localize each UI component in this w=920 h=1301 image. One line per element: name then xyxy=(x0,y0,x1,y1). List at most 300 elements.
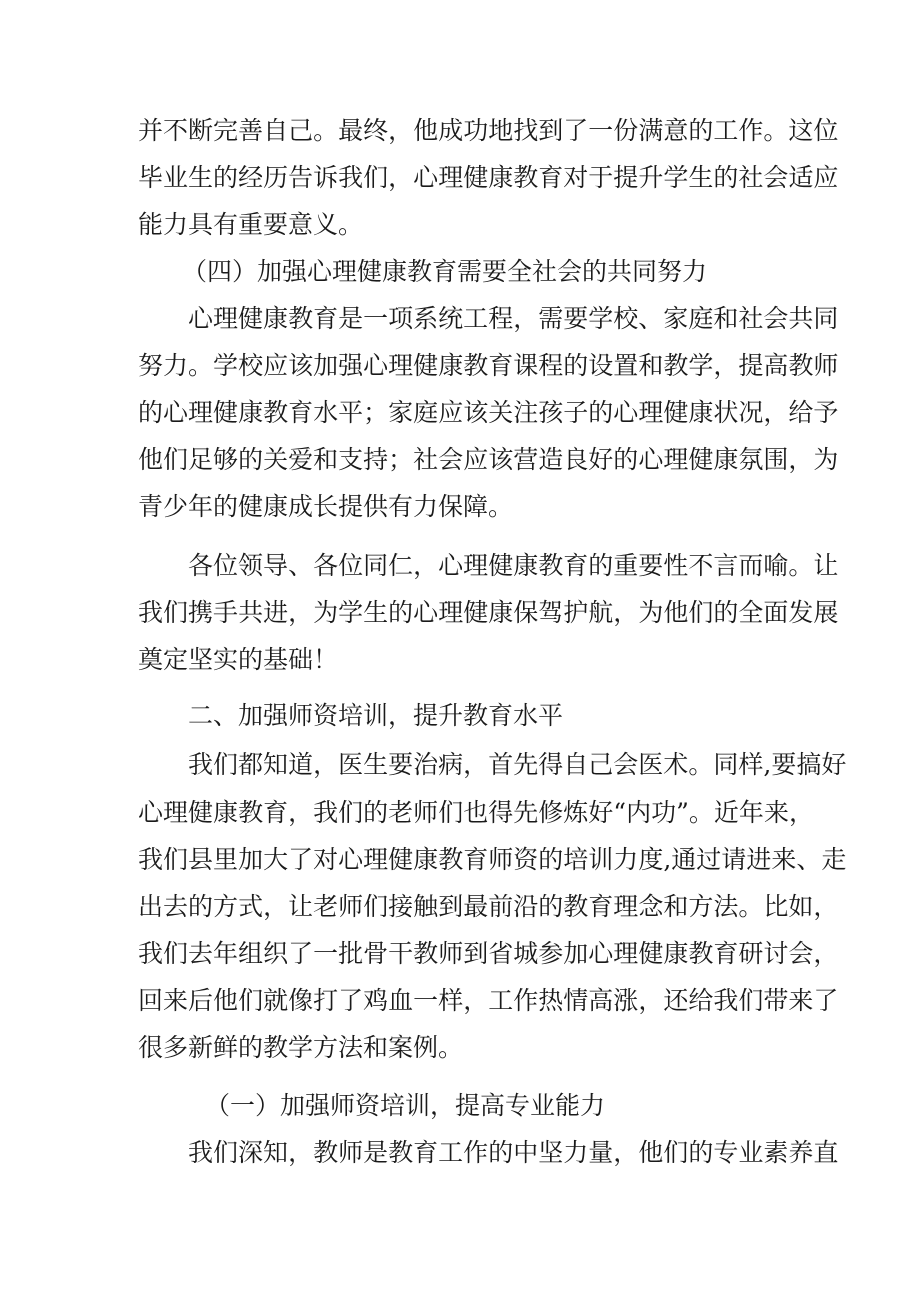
glyph: 而 xyxy=(738,551,764,580)
glyph: 氛 xyxy=(738,445,764,474)
glyph: , xyxy=(763,750,772,779)
glyph: ， xyxy=(288,598,314,627)
glyph: 的 xyxy=(588,398,614,427)
glyph: 接 xyxy=(388,892,414,921)
glyph: 织 xyxy=(263,939,289,968)
glyph: 驾 xyxy=(538,598,564,627)
glyph: 持 xyxy=(363,445,389,474)
glyph: 康 xyxy=(238,398,264,427)
glyph: 项 xyxy=(388,304,414,333)
paragraph-4-line xyxy=(138,840,847,880)
glyph: 也 xyxy=(463,798,489,827)
glyph: 老 xyxy=(313,892,339,921)
glyph: 置 xyxy=(613,351,639,380)
glyph: 育 xyxy=(538,163,564,192)
glyph: 该 xyxy=(463,398,489,427)
glyph: 康 xyxy=(663,939,689,968)
glyph: 注 xyxy=(513,398,539,427)
glyph: 样 xyxy=(738,750,764,779)
glyph: 首 xyxy=(488,750,514,779)
glyph: 的 xyxy=(613,445,639,474)
glyph: 深 xyxy=(238,1138,264,1167)
glyph: 一 xyxy=(588,116,614,145)
glyph: 言 xyxy=(713,551,739,580)
glyph: 了 xyxy=(813,986,839,1015)
glyph: 。 xyxy=(738,892,764,921)
glyph: 生 xyxy=(188,163,214,192)
glyph: 好 xyxy=(821,750,847,779)
glyph: 们 xyxy=(213,1138,239,1167)
glyph: 教 xyxy=(413,939,439,968)
glyph: 的 xyxy=(713,163,739,192)
glyph: 道 xyxy=(288,750,314,779)
glyph: 了 xyxy=(288,939,314,968)
glyph: 师 xyxy=(488,845,514,874)
glyph: 会 xyxy=(763,304,789,333)
glyph: ， xyxy=(813,939,839,968)
glyph: 方 xyxy=(213,892,239,921)
glyph: 们 xyxy=(338,798,364,827)
glyph: 教 xyxy=(463,351,489,380)
glyph: 加 xyxy=(313,351,339,380)
glyph: 通 xyxy=(671,845,697,874)
glyph: 搞 xyxy=(796,750,822,779)
glyph: 一 xyxy=(313,939,339,968)
glyph: 地 xyxy=(488,116,514,145)
glyph: 这 xyxy=(788,116,814,145)
glyph: 的 xyxy=(538,892,564,921)
paragraph-1-line xyxy=(138,111,839,151)
glyph: 直 xyxy=(813,1138,839,1167)
glyph: 好 xyxy=(588,445,614,474)
glyph: 们 xyxy=(688,598,714,627)
glyph: 校 xyxy=(613,304,639,333)
glyph: 进 xyxy=(746,845,772,874)
glyph: 近 xyxy=(713,798,739,827)
glyph: 高 xyxy=(763,351,789,380)
glyph: 资 xyxy=(513,845,539,874)
glyph: 历 xyxy=(263,163,289,192)
glyph: 理 xyxy=(388,351,414,380)
glyph: 成 xyxy=(438,116,464,145)
glyph: 先 xyxy=(513,750,539,779)
glyph: 良 xyxy=(563,445,589,474)
glyph: 的 xyxy=(138,398,164,427)
glyph: 应 xyxy=(463,445,489,474)
glyph: 知 xyxy=(263,1138,289,1167)
glyph: 理 xyxy=(663,445,689,474)
glyph: 不 xyxy=(688,551,714,580)
glyph: 教 xyxy=(688,939,714,968)
glyph: 好 xyxy=(588,798,614,827)
glyph: 育 xyxy=(488,351,514,380)
glyph: 和 xyxy=(663,892,689,921)
glyph: 学 xyxy=(588,304,614,333)
glyph: 让 xyxy=(288,892,314,921)
glyph: 们 xyxy=(238,986,264,1015)
glyph: 终 xyxy=(363,116,389,145)
glyph: 心 xyxy=(638,445,664,474)
glyph: ， xyxy=(638,986,664,1015)
glyph: 式 xyxy=(238,892,264,921)
glyph: 子 xyxy=(563,398,589,427)
glyph: 作 xyxy=(513,986,539,1015)
glyph: 康 xyxy=(213,798,239,827)
glyph: 里 xyxy=(213,845,239,874)
glyph: 强 xyxy=(338,351,364,380)
glyph: 完 xyxy=(213,116,239,145)
paragraph-4-line xyxy=(188,745,847,785)
glyph: 关 xyxy=(263,445,289,474)
glyph: 的 xyxy=(688,116,714,145)
glyph: 程 xyxy=(488,304,514,333)
glyph: ， xyxy=(463,986,489,1015)
glyph: 来 xyxy=(788,986,814,1015)
glyph: 给 xyxy=(688,986,714,1015)
glyph: 医 xyxy=(638,750,664,779)
glyph: 各 xyxy=(313,551,339,580)
glyph: 找 xyxy=(513,116,539,145)
glyph: 统 xyxy=(438,304,464,333)
glyph: 全 xyxy=(738,598,764,627)
glyph: 庭 xyxy=(413,398,439,427)
glyph: 生 xyxy=(688,163,714,192)
glyph: 教 xyxy=(313,1138,339,1167)
glyph: 教 xyxy=(388,1138,414,1167)
glyph: 各 xyxy=(188,551,214,580)
glyph: 工 xyxy=(713,116,739,145)
glyph: 干 xyxy=(388,939,414,968)
glyph: 心 xyxy=(613,398,639,427)
glyph: 骨 xyxy=(363,939,389,968)
glyph: 修 xyxy=(538,798,564,827)
glyph: 于 xyxy=(588,163,614,192)
glyph: 作 xyxy=(738,116,764,145)
glyph: 的 xyxy=(488,1138,514,1167)
glyph: ， xyxy=(713,351,739,380)
glyph: 让 xyxy=(813,551,839,580)
glyph: 如 xyxy=(788,892,814,921)
glyph: ； xyxy=(363,398,389,427)
glyph: 中 xyxy=(513,1138,539,1167)
glyph: 水 xyxy=(313,398,339,427)
glyph: 他 xyxy=(138,445,164,474)
glyph: 理 xyxy=(438,163,464,192)
glyph: 的 xyxy=(563,351,589,380)
glyph: 了 xyxy=(288,845,314,874)
glyph: 该 xyxy=(288,351,314,380)
glyph: 我 xyxy=(713,986,739,1015)
glyph: 为 xyxy=(638,598,664,627)
glyph: 和 xyxy=(313,445,339,474)
glyph: 系 xyxy=(413,304,439,333)
glyph: 会 xyxy=(788,939,814,968)
glyph: 的 xyxy=(363,798,389,827)
paragraph-3-line xyxy=(188,546,839,586)
glyph: 要 xyxy=(771,750,797,779)
glyph: 健 xyxy=(388,845,414,874)
glyph: 师 xyxy=(813,351,839,380)
glyph: 不 xyxy=(163,116,189,145)
glyph: 提 xyxy=(613,163,639,192)
paragraph-2-line xyxy=(138,440,839,480)
glyph: 共 xyxy=(238,598,264,627)
glyph: 专 xyxy=(713,1138,739,1167)
glyph: 到 xyxy=(463,939,489,968)
glyph: 己 xyxy=(288,116,314,145)
paragraph-2-line xyxy=(138,393,839,433)
glyph: 断 xyxy=(188,116,214,145)
glyph: 孩 xyxy=(538,398,564,427)
glyph: 需 xyxy=(538,304,564,333)
glyph: 力 xyxy=(563,1138,589,1167)
glyph: 仁 xyxy=(388,551,414,580)
glyph: 。 xyxy=(763,116,789,145)
glyph: ， xyxy=(513,304,539,333)
glyph: ， xyxy=(263,892,289,921)
glyph: 训 xyxy=(588,845,614,874)
glyph: 同 xyxy=(813,304,839,333)
glyph: 心 xyxy=(413,598,439,627)
glyph: 到 xyxy=(538,116,564,145)
glyph: 高 xyxy=(588,986,614,1015)
glyph: 庭 xyxy=(688,304,714,333)
glyph: 理 xyxy=(613,939,639,968)
glyph: 沿 xyxy=(513,892,539,921)
glyph: 育 xyxy=(313,304,339,333)
glyph: 应 xyxy=(438,398,464,427)
glyph: 性 xyxy=(663,551,689,580)
glyph: 学 xyxy=(663,163,689,192)
glyph: 提 xyxy=(738,351,764,380)
glyph: 理 xyxy=(188,398,214,427)
glyph: 比 xyxy=(763,892,789,921)
glyph: 法 xyxy=(713,892,739,921)
section-2-title: 二、加强师资培训，提升教育水平 xyxy=(188,701,564,730)
glyph: 带 xyxy=(763,986,789,1015)
glyph: 度 xyxy=(638,845,664,874)
glyph: 展 xyxy=(813,598,839,627)
paragraph-2-line: 青少年的健康成长提供有力保障。 xyxy=(138,492,514,521)
glyph: 家 xyxy=(388,398,414,427)
glyph: 得 xyxy=(488,798,514,827)
glyph: 对 xyxy=(313,845,339,874)
glyph: 育 xyxy=(588,892,614,921)
glyph: 足 xyxy=(188,445,214,474)
glyph: 关 xyxy=(488,398,514,427)
glyph: 他 xyxy=(663,598,689,627)
glyph: 会 xyxy=(763,163,789,192)
paragraph-2-line xyxy=(138,346,839,386)
glyph: 师 xyxy=(338,892,364,921)
glyph: 炼 xyxy=(563,798,589,827)
glyph: 社 xyxy=(413,445,439,474)
glyph: 对 xyxy=(563,163,589,192)
glyph: 们 xyxy=(213,750,239,779)
glyph: 们 xyxy=(163,845,189,874)
glyph: ， xyxy=(388,163,414,192)
glyph: 城 xyxy=(513,939,539,968)
glyph: 。 xyxy=(788,551,814,580)
glyph: ， xyxy=(613,598,639,627)
glyph: 理 xyxy=(363,845,389,874)
glyph: 坚 xyxy=(538,1138,564,1167)
glyph: 重 xyxy=(613,551,639,580)
glyph: 为 xyxy=(813,445,839,474)
glyph: 予 xyxy=(813,398,839,427)
glyph: 教 xyxy=(563,892,589,921)
glyph: 内 xyxy=(626,798,652,827)
glyph: 参 xyxy=(538,939,564,968)
glyph: 组 xyxy=(238,939,264,968)
glyph: 要 xyxy=(638,551,664,580)
glyph: 是 xyxy=(338,304,364,333)
glyph: 过 xyxy=(696,845,722,874)
glyph: 健 xyxy=(638,939,664,968)
glyph: 育 xyxy=(263,798,289,827)
glyph: 康 xyxy=(413,845,439,874)
glyph: 份 xyxy=(613,116,639,145)
glyph: 教 xyxy=(263,398,289,427)
glyph: 自 xyxy=(263,116,289,145)
glyph: 校 xyxy=(238,351,264,380)
subheading-4: （四）加强心理健康教育需要全社会的共同努力 xyxy=(182,257,708,286)
glyph: 都 xyxy=(238,750,264,779)
glyph: 理 xyxy=(638,398,664,427)
glyph: 健 xyxy=(238,304,264,333)
glyph: 回 xyxy=(138,986,164,1015)
paragraph-3-line xyxy=(138,593,839,633)
paragraph-1-line: 能力具有重要意义。 xyxy=(138,210,364,239)
glyph: 功 xyxy=(463,116,489,145)
glyph: 要 xyxy=(563,304,589,333)
glyph: 健 xyxy=(663,398,689,427)
glyph: 、 xyxy=(288,551,314,580)
glyph: 省 xyxy=(488,939,514,968)
glyph: 他 xyxy=(413,116,439,145)
glyph: 健 xyxy=(213,398,239,427)
glyph: 状 xyxy=(713,398,739,427)
glyph: 况 xyxy=(738,398,764,427)
glyph: 后 xyxy=(188,986,214,1015)
glyph: 力 xyxy=(613,845,639,874)
glyph: 爱 xyxy=(288,445,314,474)
glyph: 程 xyxy=(538,351,564,380)
glyph: 了 xyxy=(338,986,364,1015)
glyph: 心 xyxy=(138,798,164,827)
glyph: 力 xyxy=(163,351,189,380)
glyph: 和 xyxy=(638,351,664,380)
glyph: 工 xyxy=(488,986,514,1015)
glyph: 康 xyxy=(263,304,289,333)
glyph: 他 xyxy=(213,986,239,1015)
glyph: 的 xyxy=(238,445,264,474)
glyph: ， xyxy=(763,398,789,427)
glyph: 育 xyxy=(288,398,314,427)
glyph: 。 xyxy=(688,750,714,779)
glyph: 经 xyxy=(238,163,264,192)
glyph: 们 xyxy=(663,1138,689,1167)
glyph: 康 xyxy=(488,598,514,627)
glyph: 、 xyxy=(796,845,822,874)
glyph: 们 xyxy=(163,445,189,474)
glyph: 来 xyxy=(163,986,189,1015)
glyph: 学 xyxy=(213,351,239,380)
paragraph-1-line xyxy=(138,158,839,198)
glyph: 心 xyxy=(163,398,189,427)
glyph: 我 xyxy=(338,163,364,192)
glyph: 支 xyxy=(338,445,364,474)
glyph: 的 xyxy=(713,598,739,627)
glyph: ， xyxy=(463,750,489,779)
glyph: 理 xyxy=(163,798,189,827)
glyph: 师 xyxy=(338,1138,364,1167)
glyph: 善 xyxy=(238,116,264,145)
glyph: 县 xyxy=(188,845,214,874)
glyph: 并 xyxy=(138,116,164,145)
glyph: 们 xyxy=(163,939,189,968)
glyph: 情 xyxy=(563,986,589,1015)
glyph: 业 xyxy=(163,163,189,192)
glyph: 加 xyxy=(238,845,264,874)
glyph: 大 xyxy=(263,845,289,874)
glyph: 是 xyxy=(363,1138,389,1167)
glyph: 毕 xyxy=(138,163,164,192)
glyph: 为 xyxy=(313,598,339,627)
glyph: 营 xyxy=(513,445,539,474)
glyph: 意 xyxy=(663,116,689,145)
glyph: 血 xyxy=(388,986,414,1015)
glyph: 同 xyxy=(713,750,739,779)
glyph: 同 xyxy=(363,551,389,580)
glyph: 教 xyxy=(238,798,264,827)
paragraph-3-line: 奠定坚实的基础！ xyxy=(138,645,339,674)
glyph: 样 xyxy=(438,986,464,1015)
glyph: 病 xyxy=(438,750,464,779)
glyph: 养 xyxy=(788,1138,814,1167)
glyph: 加 xyxy=(563,939,589,968)
glyph: 我 xyxy=(138,598,164,627)
glyph: 素 xyxy=(763,1138,789,1167)
glyph: 研 xyxy=(738,939,764,968)
glyph: 己 xyxy=(588,750,614,779)
glyph: 育 xyxy=(713,939,739,968)
glyph: 教 xyxy=(788,351,814,380)
glyph: 的 xyxy=(213,163,239,192)
glyph: 工 xyxy=(438,1138,464,1167)
glyph: 的 xyxy=(188,892,214,921)
paragraph-4-line: 很多新鲜的教学方法和案例。 xyxy=(138,1033,464,1062)
glyph: 告 xyxy=(288,163,314,192)
glyph: 触 xyxy=(413,892,439,921)
glyph: 。 xyxy=(188,351,214,380)
glyph: ， xyxy=(788,445,814,474)
glyph: 心 xyxy=(338,845,364,874)
glyph: 应 xyxy=(263,351,289,380)
glyph: 术 xyxy=(663,750,689,779)
glyph: ” xyxy=(676,798,689,827)
glyph: 们 xyxy=(363,892,389,921)
glyph: 育 xyxy=(413,1138,439,1167)
paragraph-5-line xyxy=(188,1133,839,1173)
glyph: 康 xyxy=(488,163,514,192)
glyph: 还 xyxy=(663,986,689,1015)
glyph: 手 xyxy=(213,598,239,627)
glyph: 理 xyxy=(613,892,639,921)
glyph: 方 xyxy=(688,892,714,921)
glyph: 和 xyxy=(713,304,739,333)
glyph: 护 xyxy=(563,598,589,627)
